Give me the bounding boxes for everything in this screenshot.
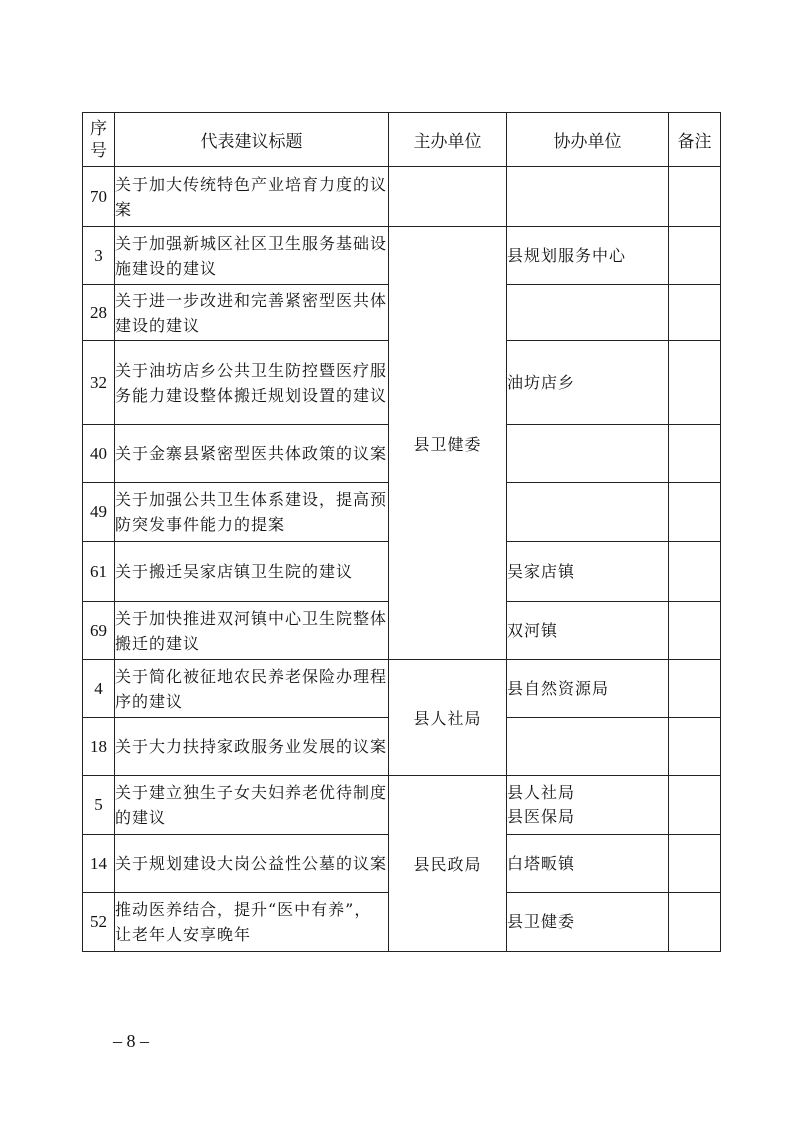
- assist-units: [507, 167, 669, 227]
- lead-unit: 县民政局: [389, 776, 507, 952]
- header-title: 代表建议标题: [115, 113, 389, 167]
- assist-unit: 县规划服务中心: [507, 245, 627, 265]
- lead-unit: 县人社局: [389, 660, 507, 776]
- proposal-title: 关于加强新城区社区卫生服务基础设施建设的建议: [115, 227, 389, 285]
- assist-unit: 吴家店镇: [507, 561, 576, 581]
- proposal-title: 关于加大传统特色产业培育力度的议案: [115, 167, 389, 227]
- assist-units: [507, 483, 669, 542]
- remark-cell: [669, 227, 721, 285]
- assist-units: [507, 341, 669, 425]
- proposal-title: 关于简化被征地农民养老保险办理程序的建议: [115, 660, 389, 718]
- remark-cell: [669, 660, 721, 718]
- header-row: [83, 113, 721, 167]
- row-number: 69: [83, 602, 115, 660]
- assist-units: [507, 602, 669, 660]
- remark-cell: [669, 483, 721, 542]
- table-row: [83, 660, 721, 718]
- row-number: 3: [83, 227, 115, 285]
- row-number: 70: [83, 167, 115, 227]
- header-lead: 主办单位: [389, 113, 507, 167]
- row-number: 40: [83, 425, 115, 483]
- proposal-title: 推动医养结合，提升“医中有养”，让老年人安享晚年: [115, 893, 389, 952]
- header-remark: 备注: [669, 113, 721, 167]
- header-assist: 协办单位: [507, 113, 669, 167]
- proposal-title: 关于建立独生子女夫妇养老优待制度的建议: [115, 776, 389, 835]
- assist-units: [507, 835, 669, 893]
- remark-cell: [669, 167, 721, 227]
- remark-cell: [669, 602, 721, 660]
- remark-cell: [669, 425, 721, 483]
- assist-units: [507, 285, 669, 341]
- remark-cell: [669, 341, 721, 425]
- row-number: 32: [83, 341, 115, 425]
- assist-units: [507, 425, 669, 483]
- remark-cell: [669, 285, 721, 341]
- assist-unit: 县人社局: [507, 783, 576, 802]
- assist-unit: 县医保局: [507, 807, 576, 826]
- assist-units: [507, 227, 669, 285]
- table-body: [83, 167, 721, 952]
- row-number: 14: [83, 835, 115, 893]
- assist-units: [507, 776, 669, 835]
- page-number: – 8 –: [113, 1031, 149, 1051]
- assist-unit: 白塔畈镇: [507, 853, 576, 873]
- table-row: [83, 167, 721, 227]
- proposal-title: 关于规划建设大岗公益性公墓的议案: [115, 835, 389, 893]
- assist-units: [507, 660, 669, 718]
- row-number: 18: [83, 718, 115, 776]
- proposal-title: 关于油坊店乡公共卫生防控暨医疗服务能力建设整体搬迁规划设置的建议: [115, 341, 389, 425]
- proposal-title: 关于大力扶持家政服务业发展的议案: [115, 718, 389, 776]
- table-row: [83, 776, 721, 835]
- row-number: 5: [83, 776, 115, 835]
- assist-unit: 油坊店乡: [507, 372, 576, 392]
- row-number: 28: [83, 285, 115, 341]
- proposal-title: 关于加快推进双河镇中心卫生院整体搬迁的建议: [115, 602, 389, 660]
- assist-unit: 县卫健委: [507, 912, 576, 931]
- proposal-title: 关于加强公共卫生体系建设，提高预防突发事件能力的提案: [115, 483, 389, 542]
- row-number: 52: [83, 893, 115, 952]
- remark-cell: [669, 718, 721, 776]
- remark-cell: [669, 893, 721, 952]
- row-number: 61: [83, 542, 115, 602]
- row-number: 49: [83, 483, 115, 542]
- proposal-title: 关于金寨县紧密型医共体政策的议案: [115, 425, 389, 483]
- assist-units: [507, 893, 669, 952]
- remark-cell: [669, 835, 721, 893]
- lead-unit: [389, 167, 507, 227]
- proposal-title: 关于搬迁吴家店镇卫生院的建议: [115, 542, 389, 602]
- assist-unit: 县自然资源局: [507, 678, 610, 698]
- proposal-table: [82, 112, 721, 952]
- row-number: 4: [83, 660, 115, 718]
- remark-cell: [669, 542, 721, 602]
- assist-unit: 双河镇: [507, 620, 559, 640]
- assist-units: [507, 718, 669, 776]
- assist-units: [507, 542, 669, 602]
- header-no: 序号: [83, 113, 115, 167]
- remark-cell: [669, 776, 721, 835]
- lead-unit: 县卫健委: [389, 227, 507, 660]
- proposal-title: 关于进一步改进和完善紧密型医共体建设的建议: [115, 285, 389, 341]
- table-row: [83, 227, 721, 285]
